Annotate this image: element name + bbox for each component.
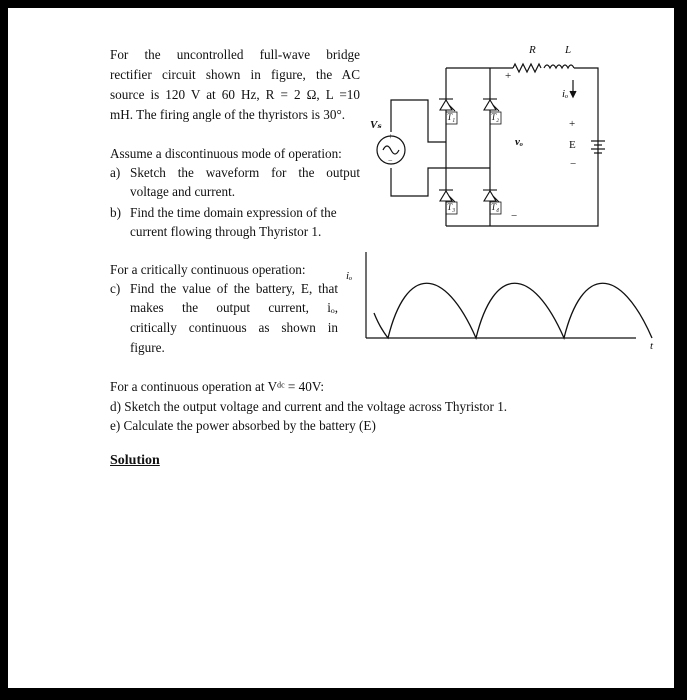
thyristor-T1 xyxy=(439,99,455,111)
label-T4: T₄ xyxy=(491,202,500,212)
thyristor-T3 xyxy=(439,190,455,202)
label-R: R xyxy=(529,44,536,56)
resistor-R xyxy=(513,64,541,72)
discontinuous-heading: Assume a discontinuous mode of operation: xyxy=(110,146,342,161)
thyristor-T4 xyxy=(483,190,499,202)
label-Vs: Vₛ xyxy=(370,119,382,131)
label-T2: T₂ xyxy=(491,112,500,122)
io-arrow-head xyxy=(570,91,576,97)
item-c-line-4: figure. xyxy=(130,340,165,355)
item-c-label: c) xyxy=(110,281,121,296)
item-a-line-1: Sketch the waveform for the output xyxy=(130,165,360,180)
label-T3: T₃ xyxy=(447,202,456,212)
item-c-line-1: Find the value of the battery, E, that xyxy=(130,281,338,296)
label-T1: T₁ xyxy=(447,112,456,122)
solution-heading: Solution xyxy=(110,453,160,468)
intro-line-2: rectifier circuit shown in figure, the AC xyxy=(110,67,360,82)
label-minus-out: − xyxy=(511,210,518,222)
label-minus-battery: − xyxy=(570,158,577,170)
intro-line-1: For the uncontrolled full-wave bridge xyxy=(110,47,360,62)
waveform-x-label: t xyxy=(650,340,654,352)
critical-heading: For a critically continuous operation: xyxy=(110,262,306,277)
item-a-line-2: voltage and current. xyxy=(130,184,236,199)
intro-line-4: mH. The firing angle of the thyristors is 30°. xyxy=(110,107,346,122)
item-c-line-2: makes the output current, iₒ, xyxy=(130,300,338,315)
source-top-wire xyxy=(391,100,446,142)
battery-E xyxy=(591,141,605,153)
item-b-line-1: Find the time domain expression of the xyxy=(130,205,337,220)
label-vo: vₒ xyxy=(515,136,524,148)
label-plus-top: + xyxy=(505,70,512,82)
continuous-heading: For a continuous operation at Vᵈᶜ = 40V: xyxy=(110,379,325,394)
item-e: e) Calculate the power absorbed by the battery (E) xyxy=(110,418,376,433)
label-L: L xyxy=(565,44,572,56)
label-source-plus: + xyxy=(388,132,393,141)
label-source-minus: − xyxy=(388,156,393,165)
label-io: iₒ xyxy=(562,88,569,100)
item-b-label: b) xyxy=(110,205,121,220)
waveform-y-label: iₒ xyxy=(346,270,353,282)
label-E: E xyxy=(569,139,576,151)
source-bottom-wire xyxy=(391,168,490,196)
intro-line-3: source is 120 V at 60 Hz, R = 2 Ω, L =10 xyxy=(110,87,360,102)
critical-current-waveform xyxy=(374,283,652,338)
label-plus-battery: + xyxy=(569,118,576,130)
thyristor-T2 xyxy=(483,99,499,111)
item-a-label: a) xyxy=(110,165,121,180)
item-d: d) Sketch the output voltage and current and the voltage across Thyristor 1. xyxy=(110,399,508,414)
document-page xyxy=(8,8,674,688)
inductor-L xyxy=(544,65,574,68)
item-b-line-2: current flowing through Thyristor 1. xyxy=(130,224,322,239)
ac-source-sine xyxy=(383,146,399,154)
item-c-line-3: critically continuous as shown in xyxy=(130,320,338,335)
